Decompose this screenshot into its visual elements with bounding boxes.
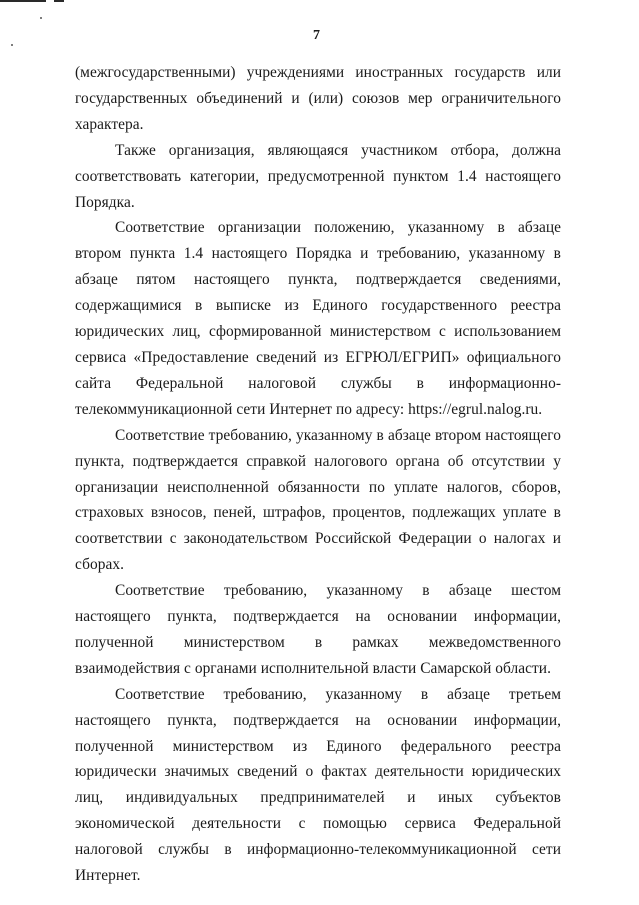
scan-speck: [40, 17, 42, 19]
scan-corner-mark: [54, 0, 64, 2]
paragraph-federal-registry-verification: Соответствие требованию, указанному в абзаце третьем настоящего пункта, подтверждается на основании информации, полученной министерством из Единого федерального реестра юридически значимых сведений о фактах деятельности юридических лиц, индивидуальных предпринимателей и иных субъектов экономической деятельности с помощью сервиса Федеральной налоговой службы в информационно-телекоммуникационной сети Интернет.: [75, 685, 561, 885]
paragraph-interagency-verification: Соответствие требованию, указанному в абзаце шестом настоящего пункта, подтверждается на основании информации, полученной министерством в рамках межведомственного взаимодействия с органами исполнительной власти Самарской области.: [75, 582, 561, 677]
paragraph-continuation: (межгосударственными) учреждениями иностранных государств или государственных объединений и (или) союзов мер ограничительного характера.: [75, 64, 561, 133]
paragraph-category-requirement: Также организация, являющаяся участником отбора, должна соответствовать категории, предусмотренной пунктом 1.4 настоящего Порядка.: [75, 141, 561, 211]
document-body: [75, 60, 561, 889]
scan-speck: [11, 44, 13, 46]
page-number: 7: [313, 28, 320, 43]
scan-corner-mark: [0, 0, 46, 2]
paragraph-egrul-verification: Соответствие организации положению, указанному в абзаце втором пункта 1.4 настоящего Порядка и требованию, указанному в абзаце пятом настоящего пункта, подтверждается сведениями, содержащимися в выписке из Единого государственного реестра юридических лиц, сформированной министерством с использованием сервиса «Предоставление сведений из ЕГРЮЛ/ЕГРИП» официального сайта Федеральной налоговой службы в информационно-телекоммуникационной сети Интернет по адресу: https://egrul.nalog.ru.: [75, 219, 561, 418]
paragraph-tax-certificate: Соответствие требованию, указанному в абзаце втором настоящего пункта, подтверждается справкой налогового органа об отсутствии у организации неисполненной обязанности по уплате налогов, сборов, страховых взносов, пеней, штрафов, процентов, подлежащих уплате в соответствии с законодательством Российской Федерации о налогах и сборах.: [75, 426, 561, 574]
